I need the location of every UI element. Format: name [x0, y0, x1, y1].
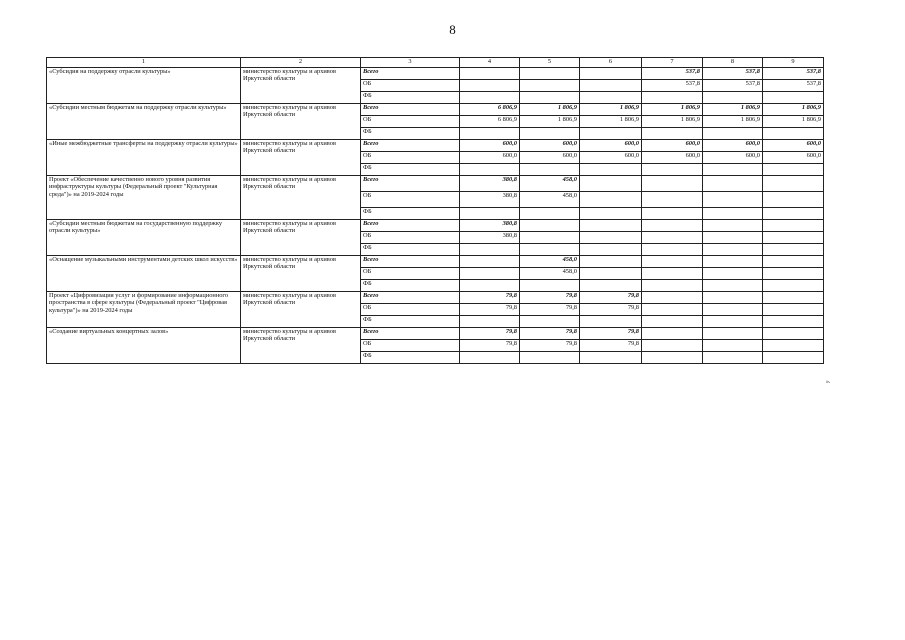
- value-cell: [763, 292, 824, 304]
- value-cell: [580, 232, 642, 244]
- column-header: 1: [47, 58, 241, 68]
- value-cell: 600,0: [642, 140, 703, 152]
- value-cell: [703, 176, 763, 192]
- funding-source-cell: ФБ: [361, 208, 460, 220]
- value-cell: [703, 292, 763, 304]
- value-cell: [642, 256, 703, 268]
- value-cell: [520, 352, 580, 364]
- funding-source-cell: Всего: [361, 328, 460, 340]
- value-cell: 79,8: [460, 304, 520, 316]
- column-header: 9: [763, 58, 824, 68]
- value-cell: [460, 352, 520, 364]
- value-cell: [642, 220, 703, 232]
- value-cell: [460, 80, 520, 92]
- value-cell: 600,0: [703, 152, 763, 164]
- value-cell: [580, 256, 642, 268]
- funding-source-cell: Всего: [361, 176, 460, 192]
- value-cell: [763, 316, 824, 328]
- value-cell: [580, 164, 642, 176]
- trailing-mark: ».: [826, 379, 831, 385]
- funding-source-cell: Всего: [361, 140, 460, 152]
- value-cell: [703, 328, 763, 340]
- page-number: 8: [449, 22, 456, 37]
- value-cell: 1 806,9: [703, 104, 763, 116]
- value-cell: [460, 208, 520, 220]
- value-cell: 6 806,9: [460, 116, 520, 128]
- value-cell: [642, 92, 703, 104]
- value-cell: [580, 244, 642, 256]
- value-cell: 1 806,9: [520, 104, 580, 116]
- value-cell: [642, 232, 703, 244]
- value-cell: [703, 208, 763, 220]
- value-cell: 600,0: [642, 152, 703, 164]
- value-cell: 79,8: [460, 292, 520, 304]
- value-cell: 458,0: [520, 192, 580, 208]
- value-cell: [460, 280, 520, 292]
- value-cell: [703, 232, 763, 244]
- executor-cell: министерство культуры и архивов Иркутской области: [241, 68, 361, 104]
- value-cell: 600,0: [460, 140, 520, 152]
- value-cell: [642, 304, 703, 316]
- value-cell: [520, 244, 580, 256]
- value-cell: 600,0: [520, 140, 580, 152]
- value-cell: 380,8: [460, 192, 520, 208]
- value-cell: [642, 328, 703, 340]
- value-cell: 1 806,9: [580, 116, 642, 128]
- value-cell: [763, 164, 824, 176]
- funding-source-cell: ОБ: [361, 340, 460, 352]
- table-row: [47, 220, 824, 232]
- value-cell: [460, 128, 520, 140]
- value-cell: [763, 280, 824, 292]
- funding-source-cell: ОБ: [361, 304, 460, 316]
- column-header: 3: [361, 58, 460, 68]
- funding-source-cell: ФБ: [361, 316, 460, 328]
- value-cell: [520, 92, 580, 104]
- value-cell: [763, 340, 824, 352]
- funding-source-cell: ОБ: [361, 80, 460, 92]
- value-cell: 600,0: [703, 140, 763, 152]
- value-cell: 1 806,9: [642, 104, 703, 116]
- value-cell: 79,8: [520, 304, 580, 316]
- value-cell: [580, 220, 642, 232]
- value-cell: [642, 340, 703, 352]
- value-cell: [580, 192, 642, 208]
- value-cell: 79,8: [580, 328, 642, 340]
- table-row: [47, 68, 824, 80]
- value-cell: [460, 92, 520, 104]
- value-cell: [520, 164, 580, 176]
- value-cell: 537,8: [703, 80, 763, 92]
- value-cell: [580, 268, 642, 280]
- value-cell: [703, 304, 763, 316]
- value-cell: [642, 292, 703, 304]
- value-cell: 600,0: [580, 140, 642, 152]
- value-cell: [580, 68, 642, 80]
- executor-cell: министерство культуры и архивов Иркутской области: [241, 256, 361, 292]
- funding-source-cell: Всего: [361, 292, 460, 304]
- value-cell: [520, 128, 580, 140]
- value-cell: [580, 352, 642, 364]
- funding-source-cell: Всего: [361, 220, 460, 232]
- value-cell: [580, 80, 642, 92]
- column-header: 4: [460, 58, 520, 68]
- measure-name-cell: Проект «Обеспечение качественно нового уровня развития инфраструктуры культуры (Федеральный проект "Культурная среда")» на 2019-2024 годы: [47, 176, 241, 220]
- value-cell: 380,8: [460, 220, 520, 232]
- value-cell: [703, 128, 763, 140]
- value-cell: [763, 208, 824, 220]
- table-row: [47, 328, 824, 340]
- value-cell: [642, 316, 703, 328]
- value-cell: [642, 176, 703, 192]
- executor-cell: министерство культуры и архивов Иркутской области: [241, 176, 361, 220]
- funding-source-cell: ФБ: [361, 244, 460, 256]
- column-header: 2: [241, 58, 361, 68]
- value-cell: 537,8: [703, 68, 763, 80]
- value-cell: [460, 68, 520, 80]
- value-cell: [763, 192, 824, 208]
- value-cell: 600,0: [763, 152, 824, 164]
- value-cell: 1 806,9: [580, 104, 642, 116]
- value-cell: [580, 280, 642, 292]
- value-cell: 79,8: [580, 304, 642, 316]
- value-cell: 458,0: [520, 268, 580, 280]
- value-cell: 79,8: [460, 328, 520, 340]
- value-cell: [763, 232, 824, 244]
- value-cell: 600,0: [520, 152, 580, 164]
- value-cell: 79,8: [460, 340, 520, 352]
- measure-name-cell: «Субсидии местным бюджетам на государственную поддержку отрасли культуры»: [47, 220, 241, 256]
- value-cell: 1 806,9: [520, 116, 580, 128]
- value-cell: 380,8: [460, 176, 520, 192]
- value-cell: 458,0: [520, 176, 580, 192]
- value-cell: [520, 232, 580, 244]
- value-cell: 1 806,9: [763, 104, 824, 116]
- value-cell: [520, 280, 580, 292]
- funding-source-cell: Всего: [361, 68, 460, 80]
- table-row: [47, 140, 824, 152]
- funding-source-cell: ОБ: [361, 268, 460, 280]
- table-row: [47, 104, 824, 116]
- value-cell: 537,8: [642, 80, 703, 92]
- value-cell: [703, 220, 763, 232]
- executor-cell: министерство культуры и архивов Иркутской области: [241, 220, 361, 256]
- table-row: [47, 292, 824, 304]
- value-cell: [580, 208, 642, 220]
- value-cell: [580, 128, 642, 140]
- column-header: 6: [580, 58, 642, 68]
- funding-source-cell: ОБ: [361, 192, 460, 208]
- value-cell: [703, 316, 763, 328]
- value-cell: [703, 280, 763, 292]
- value-cell: [763, 128, 824, 140]
- value-cell: [703, 352, 763, 364]
- value-cell: [460, 164, 520, 176]
- executor-cell: министерство культуры и архивов Иркутской области: [241, 104, 361, 140]
- value-cell: [703, 268, 763, 280]
- value-cell: [520, 220, 580, 232]
- funding-source-cell: ФБ: [361, 164, 460, 176]
- value-cell: [460, 316, 520, 328]
- value-cell: [703, 192, 763, 208]
- executor-cell: министерство культуры и архивов Иркутской области: [241, 140, 361, 176]
- funding-source-cell: ОБ: [361, 232, 460, 244]
- funding-source-cell: ФБ: [361, 352, 460, 364]
- value-cell: 600,0: [460, 152, 520, 164]
- measure-name-cell: «Иные межбюджетные трансферты на поддержку отрасли культуры»: [47, 140, 241, 176]
- measure-name-cell: «Оснащение музыкальными инструментами детских школ искусств»: [47, 256, 241, 292]
- funding-source-cell: Всего: [361, 256, 460, 268]
- value-cell: 79,8: [520, 328, 580, 340]
- measure-name-cell: «Субсидии местным бюджетам на поддержку отрасли культуры»: [47, 104, 241, 140]
- value-cell: [642, 268, 703, 280]
- table-row: [47, 176, 824, 192]
- column-header: 8: [703, 58, 763, 68]
- value-cell: [763, 92, 824, 104]
- value-cell: 1 806,9: [642, 116, 703, 128]
- value-cell: [703, 164, 763, 176]
- value-cell: [763, 328, 824, 340]
- value-cell: 79,8: [520, 340, 580, 352]
- value-cell: [642, 280, 703, 292]
- measure-name-cell: Проект «Цифровизация услуг и формирование информационного пространства в сфере культуры (Федеральный проект "Цифровая культура")» на 2019-2024 годы: [47, 292, 241, 328]
- value-cell: [763, 256, 824, 268]
- value-cell: 79,8: [580, 340, 642, 352]
- funding-source-cell: ФБ: [361, 128, 460, 140]
- value-cell: 458,0: [520, 256, 580, 268]
- value-cell: 79,8: [580, 292, 642, 304]
- value-cell: 537,8: [763, 68, 824, 80]
- value-cell: [460, 268, 520, 280]
- value-cell: [642, 192, 703, 208]
- value-cell: 6 806,9: [460, 104, 520, 116]
- value-cell: [703, 92, 763, 104]
- value-cell: [703, 340, 763, 352]
- value-cell: [580, 176, 642, 192]
- funding-source-cell: ФБ: [361, 280, 460, 292]
- value-cell: [580, 92, 642, 104]
- value-cell: [642, 244, 703, 256]
- executor-cell: министерство культуры и архивов Иркутской области: [241, 292, 361, 328]
- value-cell: [763, 220, 824, 232]
- header-row: [47, 58, 824, 68]
- value-cell: [642, 128, 703, 140]
- column-header: 5: [520, 58, 580, 68]
- measure-name-cell: «Субсидия на поддержку отрасли культуры»: [47, 68, 241, 104]
- value-cell: [460, 244, 520, 256]
- funding-source-cell: ФБ: [361, 92, 460, 104]
- budget-table: [46, 57, 824, 364]
- value-cell: 1 806,9: [703, 116, 763, 128]
- funding-source-cell: ОБ: [361, 152, 460, 164]
- funding-source-cell: ОБ: [361, 116, 460, 128]
- value-cell: 380,8: [460, 232, 520, 244]
- value-cell: [642, 208, 703, 220]
- value-cell: 537,8: [763, 80, 824, 92]
- value-cell: 600,0: [580, 152, 642, 164]
- value-cell: [520, 80, 580, 92]
- value-cell: 79,8: [520, 292, 580, 304]
- value-cell: 600,0: [763, 140, 824, 152]
- value-cell: [763, 244, 824, 256]
- column-header: 7: [642, 58, 703, 68]
- value-cell: [763, 352, 824, 364]
- value-cell: [763, 304, 824, 316]
- executor-cell: министерство культуры и архивов Иркутской области: [241, 328, 361, 364]
- value-cell: [703, 256, 763, 268]
- table-row: [47, 256, 824, 268]
- value-cell: [520, 68, 580, 80]
- value-cell: [763, 176, 824, 192]
- value-cell: [460, 256, 520, 268]
- value-cell: 537,8: [642, 68, 703, 80]
- value-cell: [703, 244, 763, 256]
- value-cell: [763, 268, 824, 280]
- value-cell: [580, 316, 642, 328]
- value-cell: [520, 208, 580, 220]
- value-cell: 1 806,9: [763, 116, 824, 128]
- value-cell: [642, 352, 703, 364]
- value-cell: [520, 316, 580, 328]
- funding-source-cell: Всего: [361, 104, 460, 116]
- measure-name-cell: «Создание виртуальных концертных залов»: [47, 328, 241, 364]
- value-cell: [642, 164, 703, 176]
